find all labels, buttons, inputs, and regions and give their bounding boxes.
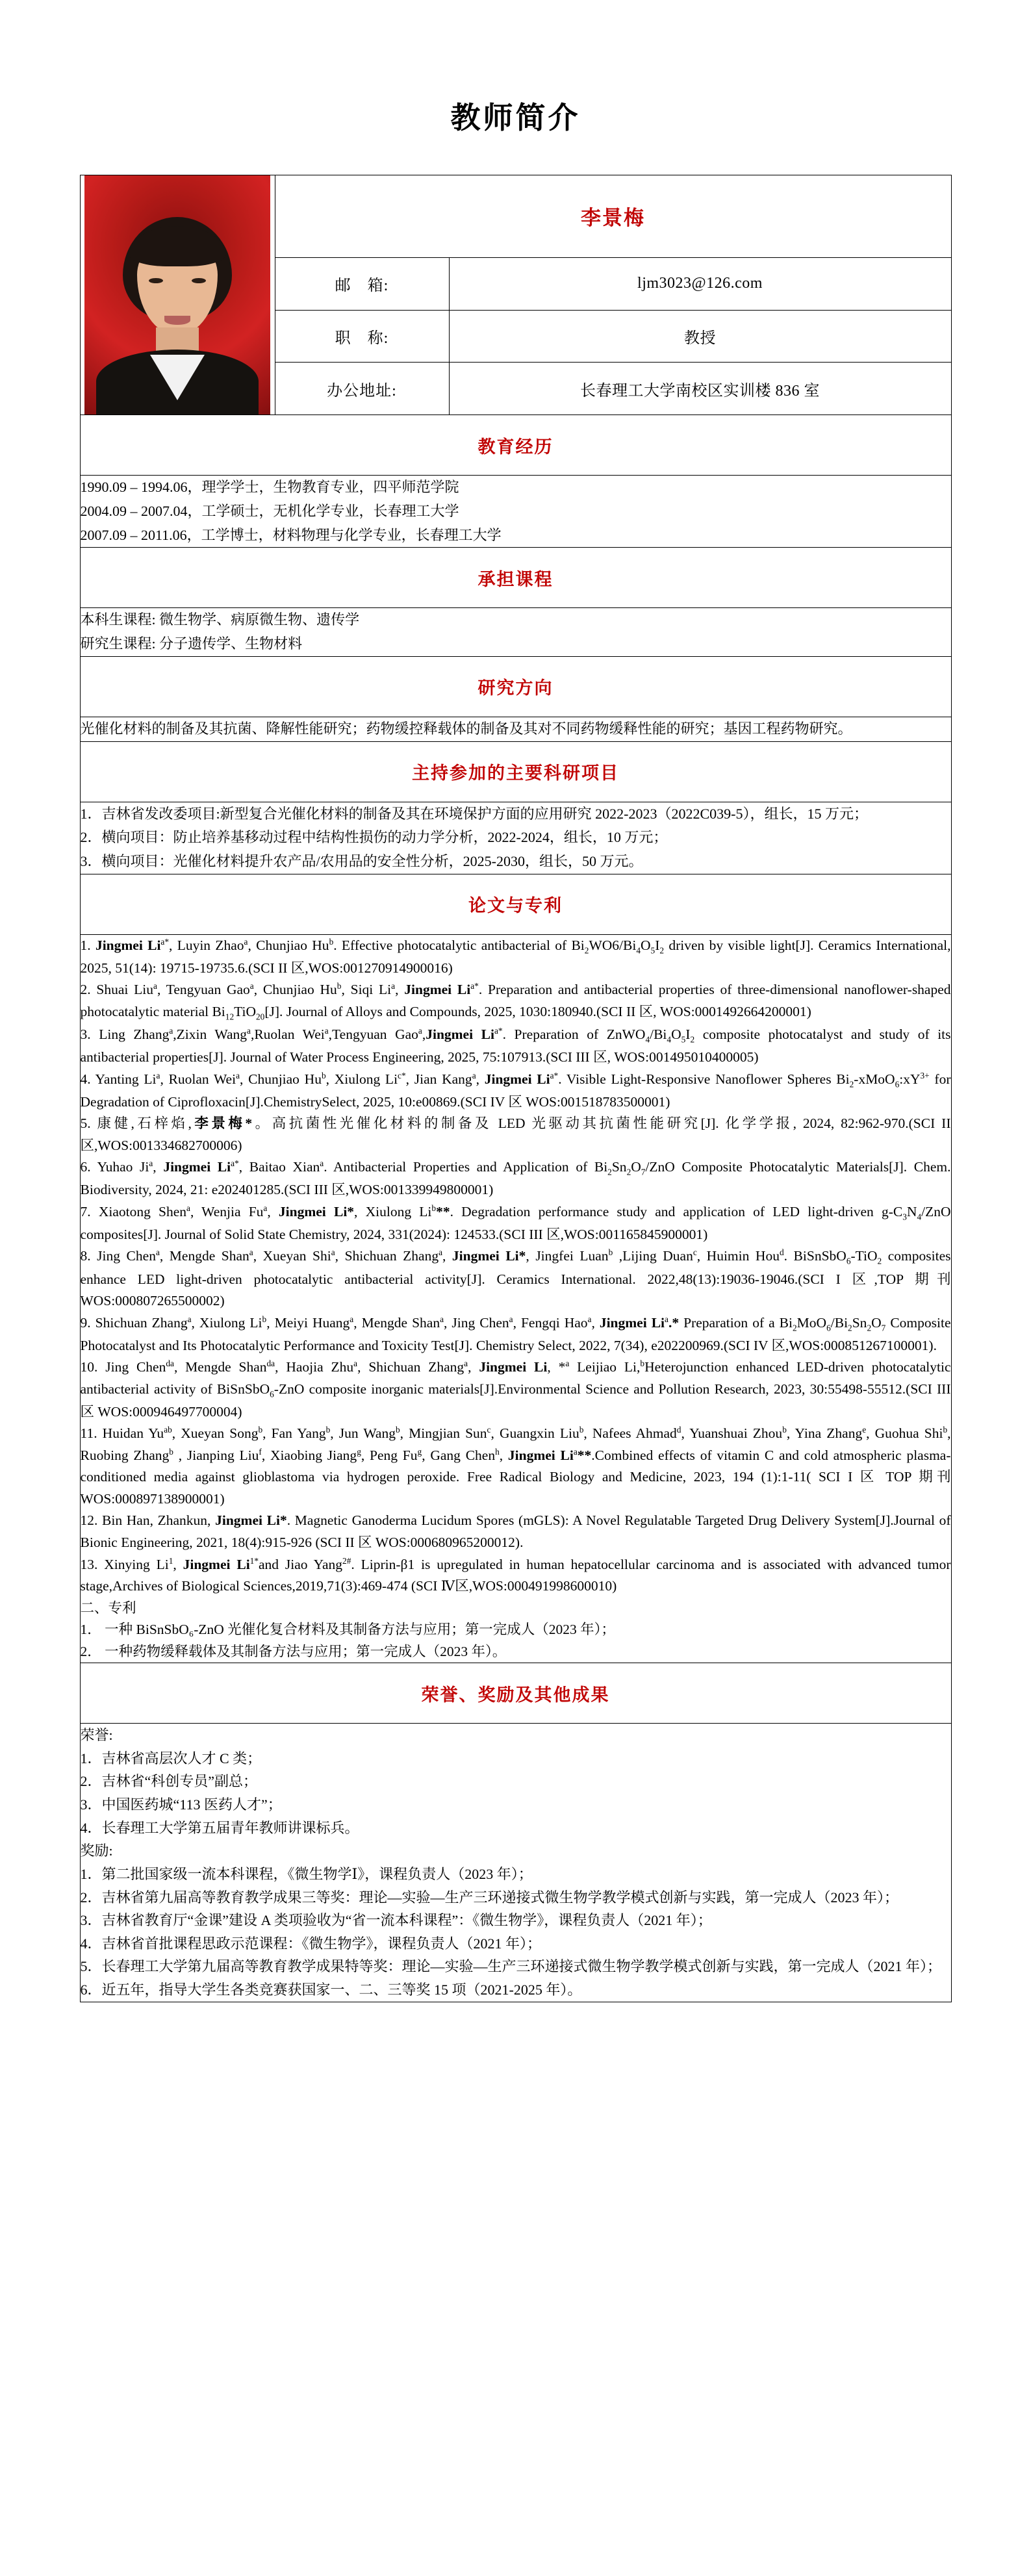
award-item: 4．吉林省首批课程思政示范课程：《微生物学》，课程负责人（2021 年）； xyxy=(80,1935,542,1952)
course-item: 本科生课程: 微生物学、病原微生物、遗传学 xyxy=(80,611,360,628)
faculty-portrait-image xyxy=(84,175,270,414)
education-item: 1990.09 – 1994.06，理学学士，生物教育专业，四平师范学院 xyxy=(80,479,459,495)
honor-item: 3．中国医药城“113 医药人才”； xyxy=(80,1796,282,1813)
award-item: 3．吉林省教育厅“金课”建设 A 类项验收为“省一流本科课程”：《微生物学》，课程负责人（2021 年）； xyxy=(80,1912,712,1929)
courses-body-row xyxy=(80,608,951,657)
section-header-courses: 承担课程 xyxy=(80,548,951,608)
email-value: ljm3023@126.com xyxy=(449,257,951,310)
publications-body xyxy=(80,934,951,1663)
education-body xyxy=(80,476,951,548)
publication-item: 2. Shuai Liu$^a$, Tengyuan Gao$^a$, Chunjiao Hu$^b$, Siqi Li$^a$, Jingmei $Li^{a*}$. Preparation and antibacterial properties of three-dimensional nanoflower-shaped photocatalytic material $Bi_{12}TiO_{20}[J]$. Journal of Alloys and Compounds, 2025, 1030:180940.(SCI II 区, WOS:0001492664200001) xyxy=(80,981,951,1022)
project-item: 3．横向项目：光催化材料提升农产品/农用品的安全性分析，2025-2030，组长，50 万元。 xyxy=(80,853,643,869)
publication-item: 5. 康健,石梓焰,李景梅*。高抗菌性光催化材料的制备及 LED 光驱动其抗菌性能研究[J]. 化学学报, 2024, 82:962-970.(SCI II 区,WOS:001334682700006) xyxy=(80,1116,951,1153)
patent-item: 1． 一种 BiSnSbO₆-ZnO 光催化复合材料及其制备方法与应用；第一完成人（2023 年）； xyxy=(80,1622,615,1638)
photo-cell xyxy=(80,175,275,415)
education-body-row xyxy=(80,476,951,548)
publication-item: 8. Jing Chen$^a$, Mengde Shan$^a$, Xueyan Shi$^a$, Shichuan Zhang$^a$, Jingmei Li*, Jingfei Luan$^b$ ,Lijing Duan$^c$, Huimin Hou$^d$. BiSnSbO$_6$-TiO$_2$ composites enhance LED light-driven photocatalytic antibacterial activity[J]. Ceramics International. 2022,48(13):19036-19046.(SCI I 区,TOP 期刊 WOS:000807265500002) xyxy=(80,1247,951,1309)
education-item: 2007.09 – 2011.06，工学博士，材料物理与化学专业，长春理工大学 xyxy=(80,526,502,543)
education-item: 2004.09 – 2007.04，工学硕士，无机化学专业，长春理工大学 xyxy=(80,502,459,519)
faculty-name: 李景梅 xyxy=(275,175,951,258)
award-item: 6．近五年，指导大学生各类竞赛获国家一、二、三等奖 15 项（2021-2025 年）。 xyxy=(80,1982,582,1998)
publication-item: 12. Bin Han, Zhankun, Jingmei Li*. Magnetic Ganoderma Lucidum Spores (mGLS): A Novel Regulatable Targeted Drug Delivery System[J].Journal of Bionic Engineering, 2021, 18(4):915-926 (SCI II 区 WOS:000680965200012). xyxy=(80,1512,951,1551)
section-header-research: 研究方向 xyxy=(80,656,951,717)
section-header-projects: 主持参加的主要科研项目 xyxy=(80,741,951,802)
publication-item: 13. Xinying Li$^1$, Jingmei $Li^{1*}and$ Jiao Yang$^{2\#}$. Liprin-β1 is upregulated in human hepatocellular carcinoma and is associated with advanced tumor stage,Archives of Biological Sciences,2019,71(3):469-474 (SCI Ⅳ区,WOS:000491998600010) xyxy=(80,1555,951,1594)
profile-table xyxy=(80,175,952,2002)
publication-item: 6. Yuhao Ji$^a$, Jingmei $Li^{a*}$, Baitao Xian$^a$. Antibacterial Properties and Application of $Bi_2Sn_2O_7$/ZnO Composite Photocatalytic Materials[J]. Chem. Biodiversity, 2024, 21: e202401285.(SCI III 区,WOS:001339949800001) xyxy=(80,1158,951,1198)
courses-body xyxy=(80,608,951,657)
office-address-label: 办公地址: xyxy=(275,363,449,415)
academic-title-value: 教授 xyxy=(449,310,951,363)
research-body xyxy=(80,717,951,741)
publication-item: 10. Jing Chen$^{da}$, Mengde Shan$^{da}$, Haojia Zhu$^a$, Shichuan Zhang$^a$, Jingmei Li, *$^a$ Leijiao Li,$^b$Heterojunction enhanced LED-driven photocatalytic antibacterial activity of BiSnSbO$_6$-ZnO composite inorganic materials[J].Environmental Science and Pollution Research, 2023, 30:55498-55512.(SCI III 区 WOS:000946497700004) xyxy=(80,1358,951,1420)
honors-label: 荣誉: xyxy=(80,1727,113,1744)
honor-item: 4．长春理工大学第五届青年教师讲课标兵。 xyxy=(80,1819,359,1836)
project-item: 2．横向项目：防止培养基移动过程中结构性损伤的动力学分析，2022-2024，组长，10 万元； xyxy=(80,829,668,846)
research-body-row xyxy=(80,717,951,741)
publication-item: 3. Ling Zhang$^a$,Zixin Wang$^a$,Ruolan Wei$^a$,Tengyuan Gao$^a$,Jingmei $Li^{a*}$. Preparation of $ZnWO_4/Bi_4O_5I_2$ composite photocatalyst and study of its antibacterial properties[J]. Journal of Water Process Engineering, 2025, 75:107913.(SCI III 区, WOS:001495010400005) xyxy=(80,1025,951,1065)
publication-item: 4. Yanting Li$^a$, Ruolan Wei$^a$, Chunjiao Hu$^b$, Xiulong $Li^{c*}$, Jian Kang$^a$, Jingmei $Li^{a*}$. Visible Light-Responsive Nanoflower Spheres $Bi_2-xMoO_6:xY^{3+}$ for Degradation of Ciprofloxacin[J].ChemistrySelect, 2025, 10:e00869.(SCI IV 区 WOS:001518783500001) xyxy=(80,1070,951,1110)
section-header-education-row xyxy=(80,415,951,476)
publication-item: 1. Jingmei $Li^{a*}$, Luyin Zhao$^a$, Chunjiao Hu$^b$. Effective photocatalytic antibacterial of $Bi_2WO6/Bi_4O_5I_2$ driven by visible light[J]. Ceramics International, 2025, 51(14): 19715-19735.6.(SCI II 区,WOS:001270914900016) xyxy=(80,936,951,976)
patent-item: 2． 一种药物缓释载体及其制备方法与应用；第一完成人（2023 年）。 xyxy=(80,1643,507,1659)
award-item: 2．吉林省第九届高等教育教学成果三等奖：理论—实验—生产三环递接式微生物学教学模式创新与实践，第一完成人（2023 年）； xyxy=(80,1889,899,1906)
section-header-courses-row xyxy=(80,548,951,608)
awards-label: 奖励: xyxy=(80,1843,113,1859)
honors-body-row xyxy=(80,1724,951,2002)
office-address-value: 长春理工大学南校区实训楼 836 室 xyxy=(449,363,951,415)
section-header-publications-row xyxy=(80,874,951,934)
projects-body-row xyxy=(80,802,951,874)
patent-subheader: 二、专利 xyxy=(80,1600,136,1616)
honor-item: 2．吉林省“科创专员”副总； xyxy=(80,1773,258,1790)
academic-title-label: 职 称: xyxy=(275,310,449,363)
section-header-projects-row xyxy=(80,741,951,802)
section-header-publications: 论文与专利 xyxy=(80,874,951,934)
projects-body xyxy=(80,802,951,874)
publications-body-row xyxy=(80,934,951,1663)
section-header-education: 教育经历 xyxy=(80,415,951,476)
email-label: 邮 箱: xyxy=(275,257,449,310)
section-header-research-row xyxy=(80,656,951,717)
publication-list xyxy=(81,935,951,1598)
page-title: 教师简介 xyxy=(450,101,581,134)
section-header-honors: 荣誉、奖励及其他成果 xyxy=(80,1663,951,1724)
publication-item: 9. Shichuan Zhang$^a$, Xiulong Li$^b$, Meiyi Huang$^a$, Mengde Shan$^a$, Jing Chen$^a$, Fengqi Hao$^a$, Jingmei Li$^a$.* Preparation of a $Bi_2MoO_6/Bi_2Sn_2O_7$ Composite Photocatalyst and Its Photocatalytic Performance and Toxicity Test[J]. Chemistry Select, 2022, 7(34), e202200969.(SCI IV 区,WOS:000851267100001). xyxy=(80,1314,951,1353)
publication-item: 11. Huidan $Yu^{ab}$, Xueyan Song$^b$, Fan Yang$^b$, Jun Wang$^b$, Mingjian Sun$^c$, Guangxin Liu$^b$, Nafees Ahmad$^d$, Yuanshuai Zhou$^b$, Yina Zhang$^e$, Guohua Shi$^b$, Ruobing Zhang$^b$ , Jianping Liu$^f$, Xiaobing Jiang$^g$, Peng Fu$^g$, Gang Chen$^h$, Jingmei Li$^a$**.Combined effects of vitamin C and cold atmospheric plasma-conditioned media against glioblastoma via hydrogen peroxide. Free Radical Biology and Medicine, 2023, 194 (1):1-11( SCI I 区 TOP 期刊 WOS:000897138900001) xyxy=(80,1425,951,1507)
award-item: 1．第二批国家级一流本科课程，《微生物学Ⅰ》，课程负责人（2023 年）； xyxy=(80,1865,533,1882)
honor-item: 1．吉林省高层次人才 C 类； xyxy=(80,1750,262,1766)
section-header-honors-row xyxy=(80,1663,951,1724)
profile-name-row xyxy=(80,175,951,258)
publication-item: 7. Xiaotong Shen$^a$, Wenjia Fu$^a$, Jingmei Li*, Xiulong Li$^b$**. Degradation performance study and application of LED light-driven $g-C_3N_4$/ZnO composites[J]. Journal of Solid State Chemistry, 2024, 331(2024): 124533.(SCI III 区,WOS:001165845900001) xyxy=(80,1203,951,1242)
research-text: 光催化材料的制备及其抗菌、降解性能研究；药物缓控释载体的制备及其对不同药物缓释性能的研究；基因工程药物研究。 xyxy=(80,720,852,737)
honors-body xyxy=(80,1724,951,2002)
project-item: 1．吉林省发改委项目:新型复合光催化材料的制备及其在环境保护方面的应用研究 2022-2023（2022C039-5），组长，15 万元； xyxy=(80,805,868,822)
award-item: 5．长春理工大学第九届高等教育教学成果特等奖：理论—实验—生产三环递接式微生物学教学模式创新与实践，第一完成人（2021 年）； xyxy=(80,1958,942,1975)
course-item: 研究生课程: 分子遗传学、生物材料 xyxy=(80,635,303,652)
